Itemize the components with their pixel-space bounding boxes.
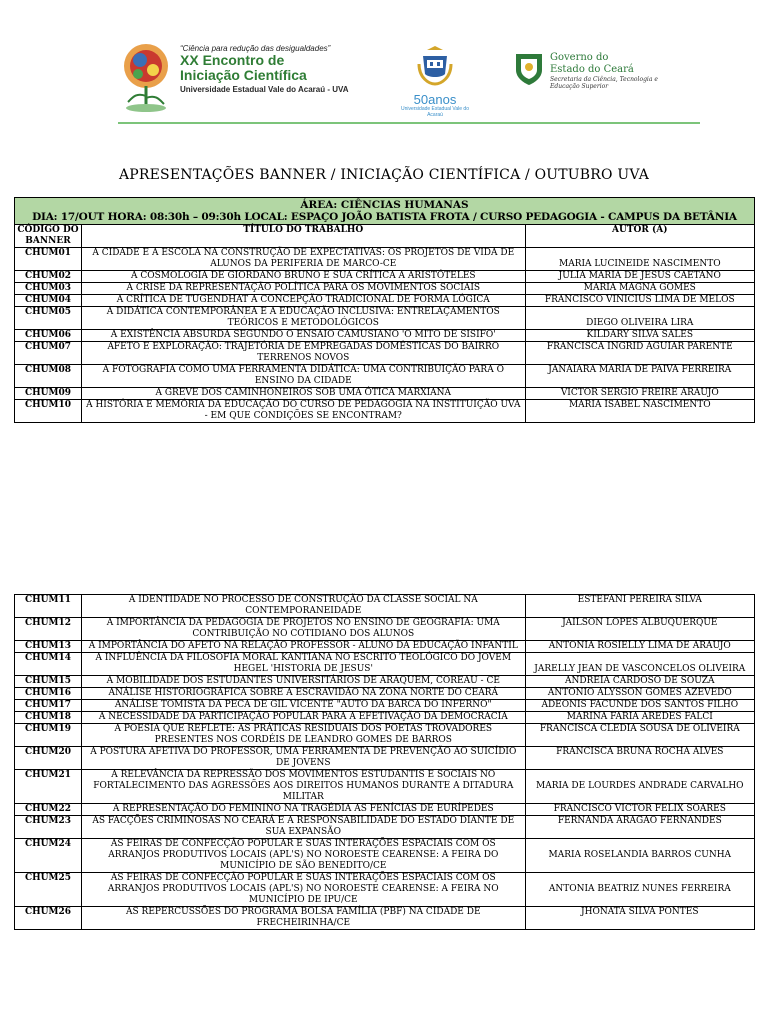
banner-code: CHUM08	[15, 365, 82, 388]
table-row	[15, 804, 755, 816]
banner-code: CHUM01	[15, 248, 82, 271]
encontro-logo	[118, 40, 178, 114]
banner-code: CHUM17	[15, 700, 82, 712]
uva-seal-icon	[413, 42, 457, 86]
column-header-title: TÍTULO DO TRABALHO	[81, 225, 525, 248]
work-title: AFETO E EXPLORAÇÃO: TRAJETÓRIA DE EMPREGADAS DOMÉSTICAS DO BAIRRO TERRENOS NOVOS	[81, 342, 525, 365]
table-row	[15, 248, 755, 271]
author-name: MARIA ISABEL NASCIMENTO	[525, 400, 754, 423]
column-header-row	[15, 225, 755, 248]
encontro-text	[180, 44, 349, 94]
work-title: AS FEIRAS DE CONFECÇÃO POPULAR E SUAS INTERAÇÕES ESPACIAIS COM OS ARRANJOS PRODUTIVOS LOCAIS (APL'S) NO NOROESTE CEARENSE: A FEIRA DO MUNICÍPIO DE SÃO BENEDITO/CE	[81, 839, 525, 873]
work-title: A COSMOLOGIA DE GIORDANO BRUNO E SUA CRÍTICA A ARISTÓTELES	[81, 271, 525, 283]
event-quote: “Ciência para redução das desigualdades”	[180, 44, 331, 53]
author-name: ANTONIO ALYSSON GOMES AZEVEDO	[525, 688, 754, 700]
work-title: ANÁLISE TOMISTA DA PECA DE GIL VICENTE "AUTO DA BARCA DO INFERNO"	[81, 700, 525, 712]
table-row	[15, 688, 755, 700]
work-title: A POSTURA AFETIVA DO PROFESSOR, UMA FERRAMENTA DE PREVENÇÃO AO SUICÍDIO DE JOVENS	[81, 747, 525, 770]
table-row	[15, 400, 755, 423]
work-title: A REPRESENTAÇÃO DO FEMININO NA TRAGÉDIA AS FENÍCIAS DE EURÍPEDES	[81, 804, 525, 816]
table-row	[15, 618, 755, 641]
author-name: ANTONIA BEATRIZ NUNES FERREIRA	[525, 873, 754, 907]
author-name: JAILSON LOPES ALBUQUERQUE	[525, 618, 754, 641]
area-title: ÁREA: CIÊNCIAS HUMANAS	[300, 199, 469, 211]
banner-code: CHUM15	[15, 676, 82, 688]
gov-line2: Estado do Ceará	[550, 64, 634, 75]
work-title: AS FEIRAS DE CONFECÇÃO POPULAR E SUAS INTERAÇÕES ESPACIAIS COM OS ARRANJOS PRODUTIVOS LOCAIS (APL'S) NO NOROESTE CEARENSE: A FEIRA NO MUNICÍPIO DE IPU/CE	[81, 873, 525, 907]
author-name: FRANCISCO VICTOR FELIX SOARES	[525, 804, 754, 816]
governo-ceara-logo	[512, 50, 702, 100]
area-header-cell	[15, 198, 755, 225]
author-name: FERNANDA ARAGAO FERNANDES	[525, 816, 754, 839]
banner-code: CHUM26	[15, 907, 82, 930]
banner-code: CHUM10	[15, 400, 82, 423]
author-name: FRANCISCO VINICIUS LIMA DE MELOS	[525, 295, 754, 307]
table-row	[15, 700, 755, 712]
banner-code: CHUM16	[15, 688, 82, 700]
author-name: ANTONIA ROSIELLY LIMA DE ARAUJO	[525, 641, 754, 653]
author-name: FRANCISCA CLEDIA SOUSA DE OLIVEIRA	[525, 724, 754, 747]
author-name: MARIA MAGNA GOMES	[525, 283, 754, 295]
work-title: A DIDÁTICA CONTEMPORÂNEA E A EDUCAÇÃO INCLUSIVA: ENTRELAÇAMENTOS TEÓRICOS E METODOLÓGICOS	[81, 307, 525, 330]
work-title: A FOTOGRAFIA COMO UMA FERRAMENTA DIDÁTICA: UMA CONTRIBUIÇÃO PARA O ENSINO DA CIDADE	[81, 365, 525, 388]
banner-code: CHUM09	[15, 388, 82, 400]
work-title: AS FACÇÕES CRIMINOSAS NO CEARÁ E A RESPONSABILIDADE DO ESTADO DIANTE DE SUA EXPANSÃO	[81, 816, 525, 839]
banner-code: CHUM05	[15, 307, 82, 330]
author-name: JULIA MARIA DE JESUS CAETANO	[525, 271, 754, 283]
banner-code: CHUM20	[15, 747, 82, 770]
schedule-table-1	[14, 197, 755, 423]
banner-code: CHUM12	[15, 618, 82, 641]
work-title: A NECESSIDADE DA PARTICIPAÇÃO POPULAR PARA A EFETIVAÇÃO DA DEMOCRACIA	[81, 712, 525, 724]
uva-anniversary: 50anos	[413, 92, 457, 107]
author-name: JARELLY JEAN DE VASCONCELOS OLIVEIRA	[525, 653, 754, 676]
banner-code: CHUM24	[15, 839, 82, 873]
work-title: ANÁLISE HISTORIOGRÁFICA SOBRE A ESCRAVIDÃO NA ZONA NORTE DO CEARÁ	[81, 688, 525, 700]
banner-code: CHUM06	[15, 330, 82, 342]
work-title: A HISTÓRIA E MEMÓRIA DA EDUCAÇÃO DO CURSO DE PEDAGOGIA NA INSTITUIÇÃO UVA - EM QUE CONDIÇÕES SE ENCONTRAM?	[81, 400, 525, 423]
work-title: A EXISTÊNCIA ABSURDA SEGUNDO O ENSAIO CAMUSIANO 'O MITO DE SISIFO'	[81, 330, 525, 342]
table-row	[15, 595, 755, 618]
table-row	[15, 724, 755, 747]
author-name: ANDREIA CARDOSO DE SOUZA	[525, 676, 754, 688]
uva-50-anos-logo	[400, 42, 470, 122]
table-row	[15, 873, 755, 907]
author-name: VICTOR SERGIO FREIRE ARAUJO	[525, 388, 754, 400]
author-name: JANAIARA MARIA DE PAIVA FERREIRA	[525, 365, 754, 388]
gov-line3: Secretaria da Ciência, Tecnologia e Educação Superior	[550, 76, 658, 90]
work-title: A INFLUÊNCIA DA FILOSOFIA MORAL KANTIANA NO ESCRITO TEOLÓGICO DO JOVEM HEGEL 'HISTORIA DE JESUS'	[81, 653, 525, 676]
column-header-author: AUTOR (A)	[525, 225, 754, 248]
author-name: FRANCISCA INGRID AGUIAR PARENTE	[525, 342, 754, 365]
work-title: A IMPORTÂNCIA DA PEDAGOGIA DE PROJETOS NO ENSINO DE GEOGRAFIA: UMA CONTRIBUIÇÃO NO COTIDIANO DOS ALUNOS	[81, 618, 525, 641]
gov-line1: Governo do	[550, 52, 609, 63]
encontro-emblem-icon	[118, 40, 178, 114]
banner-code: CHUM13	[15, 641, 82, 653]
table-row	[15, 839, 755, 873]
page-title: APRESENTAÇÕES BANNER / INICIAÇÃO CIENTÍFICA / OUTUBRO UVA	[118, 167, 650, 183]
author-name: ESTEFANI PEREIRA SILVA	[525, 595, 754, 618]
event-title-line1: XX Encontro de	[180, 52, 285, 68]
schedule-table-2	[14, 594, 755, 930]
work-title: A POESIA QUE REFLETE: AS PRÁTICAS RESIDUAIS DOS POETAS TROVADORES PRESENTES NOS CORDÉIS DE LEANDRO GOMES DE BARROS	[81, 724, 525, 747]
banner-code: CHUM04	[15, 295, 82, 307]
table-row	[15, 271, 755, 283]
gov-text	[550, 52, 660, 90]
table-row	[15, 907, 755, 930]
work-title: A CIDADE E A ESCOLA NA CONSTRUÇÃO DE EXPECTATIVAS: OS PROJETOS DE VIDA DE ALUNOS DA PERIFERIA DE MARCO-CE	[81, 248, 525, 271]
banner-code: CHUM18	[15, 712, 82, 724]
work-title: A CRÍTICA DE TUGENDHAT A CONCEPÇÃO TRADICIONAL DE FORMA LÓGICA	[81, 295, 525, 307]
author-name: FRANCISCA BRUNA ROCHA ALVES	[525, 747, 754, 770]
author-name: MARIA LUCINEIDE NASCIMENTO	[525, 248, 754, 271]
table-row	[15, 653, 755, 676]
header-divider	[118, 122, 700, 124]
author-name: ADEONIS FACUNDE DOS SANTOS FILHO	[525, 700, 754, 712]
work-title: A IDENTIDADE NO PROCESSO DE CONSTRUÇÃO DA CLASSE SOCIAL NA CONTEMPORANEIDADE	[81, 595, 525, 618]
work-title: A MOBILIDADE DOS ESTUDANTES UNIVERSITÁRIOS DE ARAQUEM, COREAU - CE	[81, 676, 525, 688]
table-row	[15, 342, 755, 365]
banner-code: CHUM22	[15, 804, 82, 816]
table-row	[15, 365, 755, 388]
banner-code: CHUM14	[15, 653, 82, 676]
table-row	[15, 816, 755, 839]
ceara-coat-of-arms-icon	[512, 50, 546, 86]
work-title: A CRISE DA REPRESENTAÇÃO POLÍTICA PARA OS MOVIMENTOS SOCIAIS	[81, 283, 525, 295]
banner-code: CHUM07	[15, 342, 82, 365]
banner-code: CHUM19	[15, 724, 82, 747]
table-row	[15, 283, 755, 295]
work-title: A RELEVÂNCIA DA REPRESSÃO DOS MOVIMENTOS ESTUDANTIS E SOCIAIS NO FORTALECIMENTO DAS AGRESSÕES AOS DIREITOS HUMANOS DURANTE A DITADURA MILITAR	[81, 770, 525, 804]
work-title: A IMPORTÂNCIA DO AFETO NA RELAÇÃO PROFESSOR - ALUNO DA EDUCAÇÃO INFANTIL	[81, 641, 525, 653]
banner-code: CHUM23	[15, 816, 82, 839]
work-title: A GREVE DOS CAMINHONEIROS SOB UMA ÓTICA MARXIANA	[81, 388, 525, 400]
table-row	[15, 712, 755, 724]
author-name: MARINA FARIA AREDES FALCI	[525, 712, 754, 724]
table-row	[15, 747, 755, 770]
table-row	[15, 676, 755, 688]
table-row	[15, 770, 755, 804]
event-title-line2: Iniciação Científica	[180, 67, 307, 83]
document-header	[110, 36, 700, 126]
author-name: MARIA DE LOURDES ANDRADE CARVALHO	[525, 770, 754, 804]
uva-name: Universidade Estadual Vale do Acaraú	[400, 106, 469, 118]
area-header-row	[15, 198, 755, 225]
column-header-code: CÓDIGO DO BANNER	[15, 225, 82, 248]
table-row	[15, 388, 755, 400]
banner-code: CHUM11	[15, 595, 82, 618]
area-schedule: DIA: 17/OUT HORA: 08:30h – 09:30h LOCAL: ESPAÇO JOÃO BATISTA FROTA / CURSO PEDAGOGIA - CAMPUS DA BETÂNIA	[32, 211, 737, 223]
author-name: DIEGO OLIVEIRA LIRA	[525, 307, 754, 330]
table-row	[15, 330, 755, 342]
table-row	[15, 307, 755, 330]
table-row	[15, 295, 755, 307]
author-name: KILDARY SILVA SALES	[525, 330, 754, 342]
event-university: Universidade Estadual Vale do Acaraú - UVA	[180, 85, 349, 94]
table-1-body	[15, 248, 755, 423]
table-2-body	[15, 595, 755, 930]
banner-code: CHUM25	[15, 873, 82, 907]
table-row	[15, 641, 755, 653]
author-name: JHONATA SILVA PONTES	[525, 907, 754, 930]
work-title: AS REPERCUSSÕES DO PROGRAMA BOLSA FAMÍLIA (PBF) NA CIDADE DE FRECHEIRINHA/CE	[81, 907, 525, 930]
banner-code: CHUM03	[15, 283, 82, 295]
banner-code: CHUM02	[15, 271, 82, 283]
banner-code: CHUM21	[15, 770, 82, 804]
author-name: MARIA ROSELANDIA BARROS CUNHA	[525, 839, 754, 873]
